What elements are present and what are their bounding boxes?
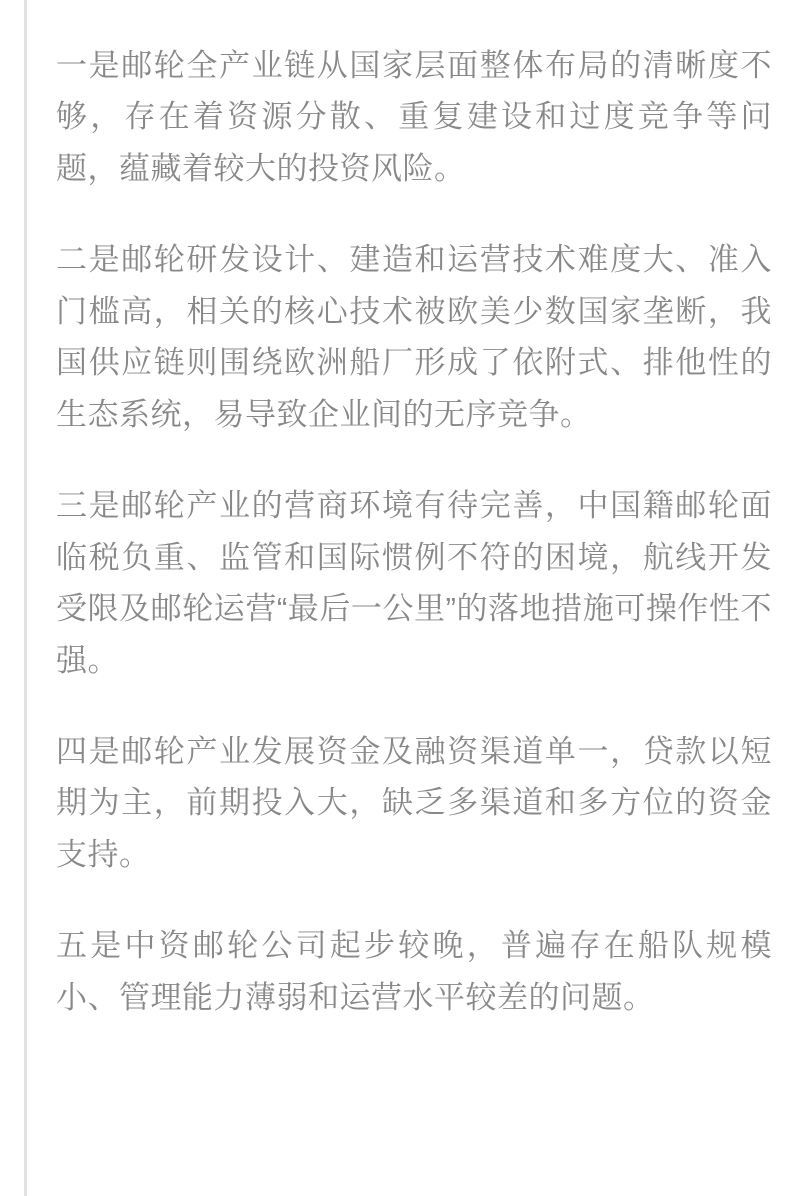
paragraph-point-five: 五是中资邮轮公司起步较晚，普遍存在船队规模小、管理能力薄弱和运营水平较差的问题。 — [56, 928, 772, 1015]
article-body — [56, 40, 772, 1023]
paragraph-point-one: 一是邮轮全产业链从国家层面整体布局的清晰度不够，存在着资源分散、重复建设和过度竞争等问题，蕴藏着较大的投资风险。 — [56, 48, 772, 186]
paragraph-point-two: 二是邮轮研发设计、建造和运营技术难度大、准入门槛高，相关的核心技术被欧美少数国家垄断，我国供应链则围绕欧洲船厂形成了依附式、排他性的生态系统，易导致企业间的无序竞争。 — [56, 242, 772, 432]
paragraph-point-three: 三是邮轮产业的营商环境有待完善，中国籍邮轮面临税负重、监管和国际惯例不符的困境，航线开发受限及邮轮运营“最后一公里”的落地措施可操作性不强。 — [56, 488, 772, 678]
left-quote-rule — [24, 0, 27, 1196]
paragraph-point-four: 四是邮轮产业发展资金及融资渠道单一，贷款以短期为主，前期投入大，缺乏多渠道和多方位的资金支持。 — [56, 733, 772, 872]
